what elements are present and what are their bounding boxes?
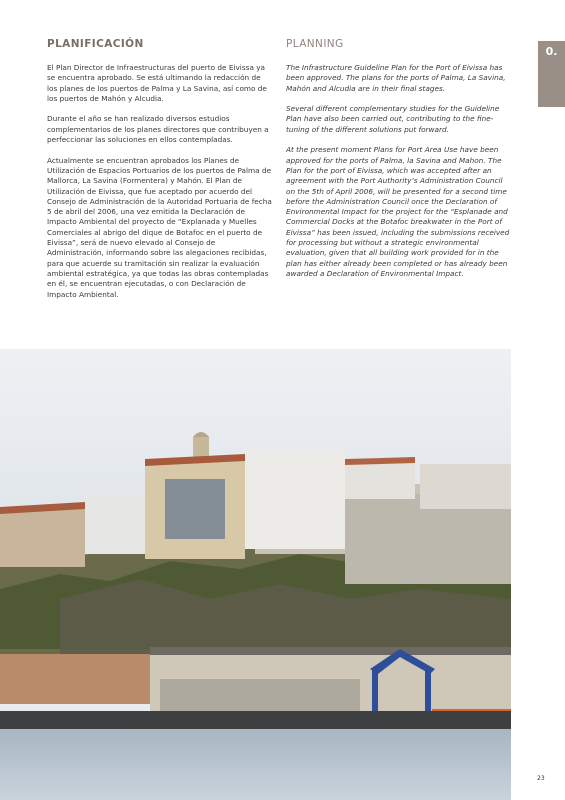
crane-leg-left: [372, 669, 378, 714]
page-number: 23: [537, 775, 545, 782]
building-left: [0, 507, 85, 567]
harbour-illustration: [0, 349, 511, 800]
paragraph-es-1: El Plan Director de Infraestructuras del puerto de Eivissa ya se encuentra aprobado. Se está ultimando la redacción de los planes de los puertos de Palma y La Savina, así como de los puertos de Mahón y Alcudia.: [47, 63, 267, 103]
building-white: [85, 494, 155, 554]
section-heading-en: PLANNING: [286, 38, 344, 50]
terminal-front: [160, 679, 360, 715]
building-tall-windows: [165, 479, 225, 539]
building-center: [245, 449, 345, 549]
quay: [0, 711, 511, 729]
quay-houses: [0, 654, 170, 704]
section-heading-es: PLANIFICACIÓN: [47, 38, 144, 50]
building-far-right: [420, 464, 511, 509]
paragraph-en-3: At the present moment Plans for Port Area Use have been approved for the ports of Palma, la Savina and Mahon. The Plan for the port of Eivissa, which was accepted after an agreement with the Port Authority’s Administration Council on the 5th of April 2006, will be presented for a second time before the Administration Council once the Declaration of Environmental Impact for the project for the “Esplanade and Commercial Docks at the Botafoc breakwater in the Port of Eivissa” has been issued, including the submissions received for processing but without a strategic environmental evaluation, given that all building work provided for in the plan has either already been completed or has already been awarded a Declaration of Environmental Impact.: [286, 145, 510, 278]
english-column: [286, 37, 512, 290]
crane-leg-right: [425, 669, 431, 714]
paragraph-es-2: Durante el año se han realizado diversos estudios complementarios de los planes directores que contribuyen a perfeccionar las soluciones en ellos contempladas.: [47, 114, 269, 145]
section-tab-label: 0.: [545, 45, 558, 58]
paragraph-es-3: Actualmente se encuentran aprobados los Planes de Utilización de Espacios Portuarios de los puertos de Palma de Mallorca, La Savina (Formentera) y Mahón. El Plan de Utilización de Eivissa, que fue aceptado por acuerdo del Consejo de Administración de la Autoridad Portuaria de fecha 5 de abril del 2006, una vez emitida la Declaración de Impacto Ambiental del proyecto de “Explanada y Muelles Comerciales al abrigo del dique de Botafoc en el puerto de Eivissa”, será de nuevo elevado al Consejo de Administración, informando sobre las alegaciones recibidas, para que acuerde su tramitación sin realizar la evaluación ambiental estratégica, ya que todas las obras contempladas en él, se encuentran ejecutadas, o con Declaración de Impacto Ambiental.: [47, 155, 272, 299]
spanish-column: [47, 37, 273, 310]
harbour-photo: [0, 349, 511, 800]
terminal-roof: [150, 647, 511, 655]
building-right: [345, 459, 415, 499]
paragraph-en-2: Several different complementary studies for the Guideline Plan have also been carried out, contributing to the fine-tuning of the different solutions put forward.: [286, 104, 500, 134]
paragraph-en-1: The Infrastructure Guideline Plan for the Port of Eivissa has been approved. The plans for the ports of Palma, La Savina, Mahón and Alcudia are in their final stages.: [286, 63, 506, 93]
sea: [0, 729, 511, 800]
section-tab: [538, 41, 565, 107]
